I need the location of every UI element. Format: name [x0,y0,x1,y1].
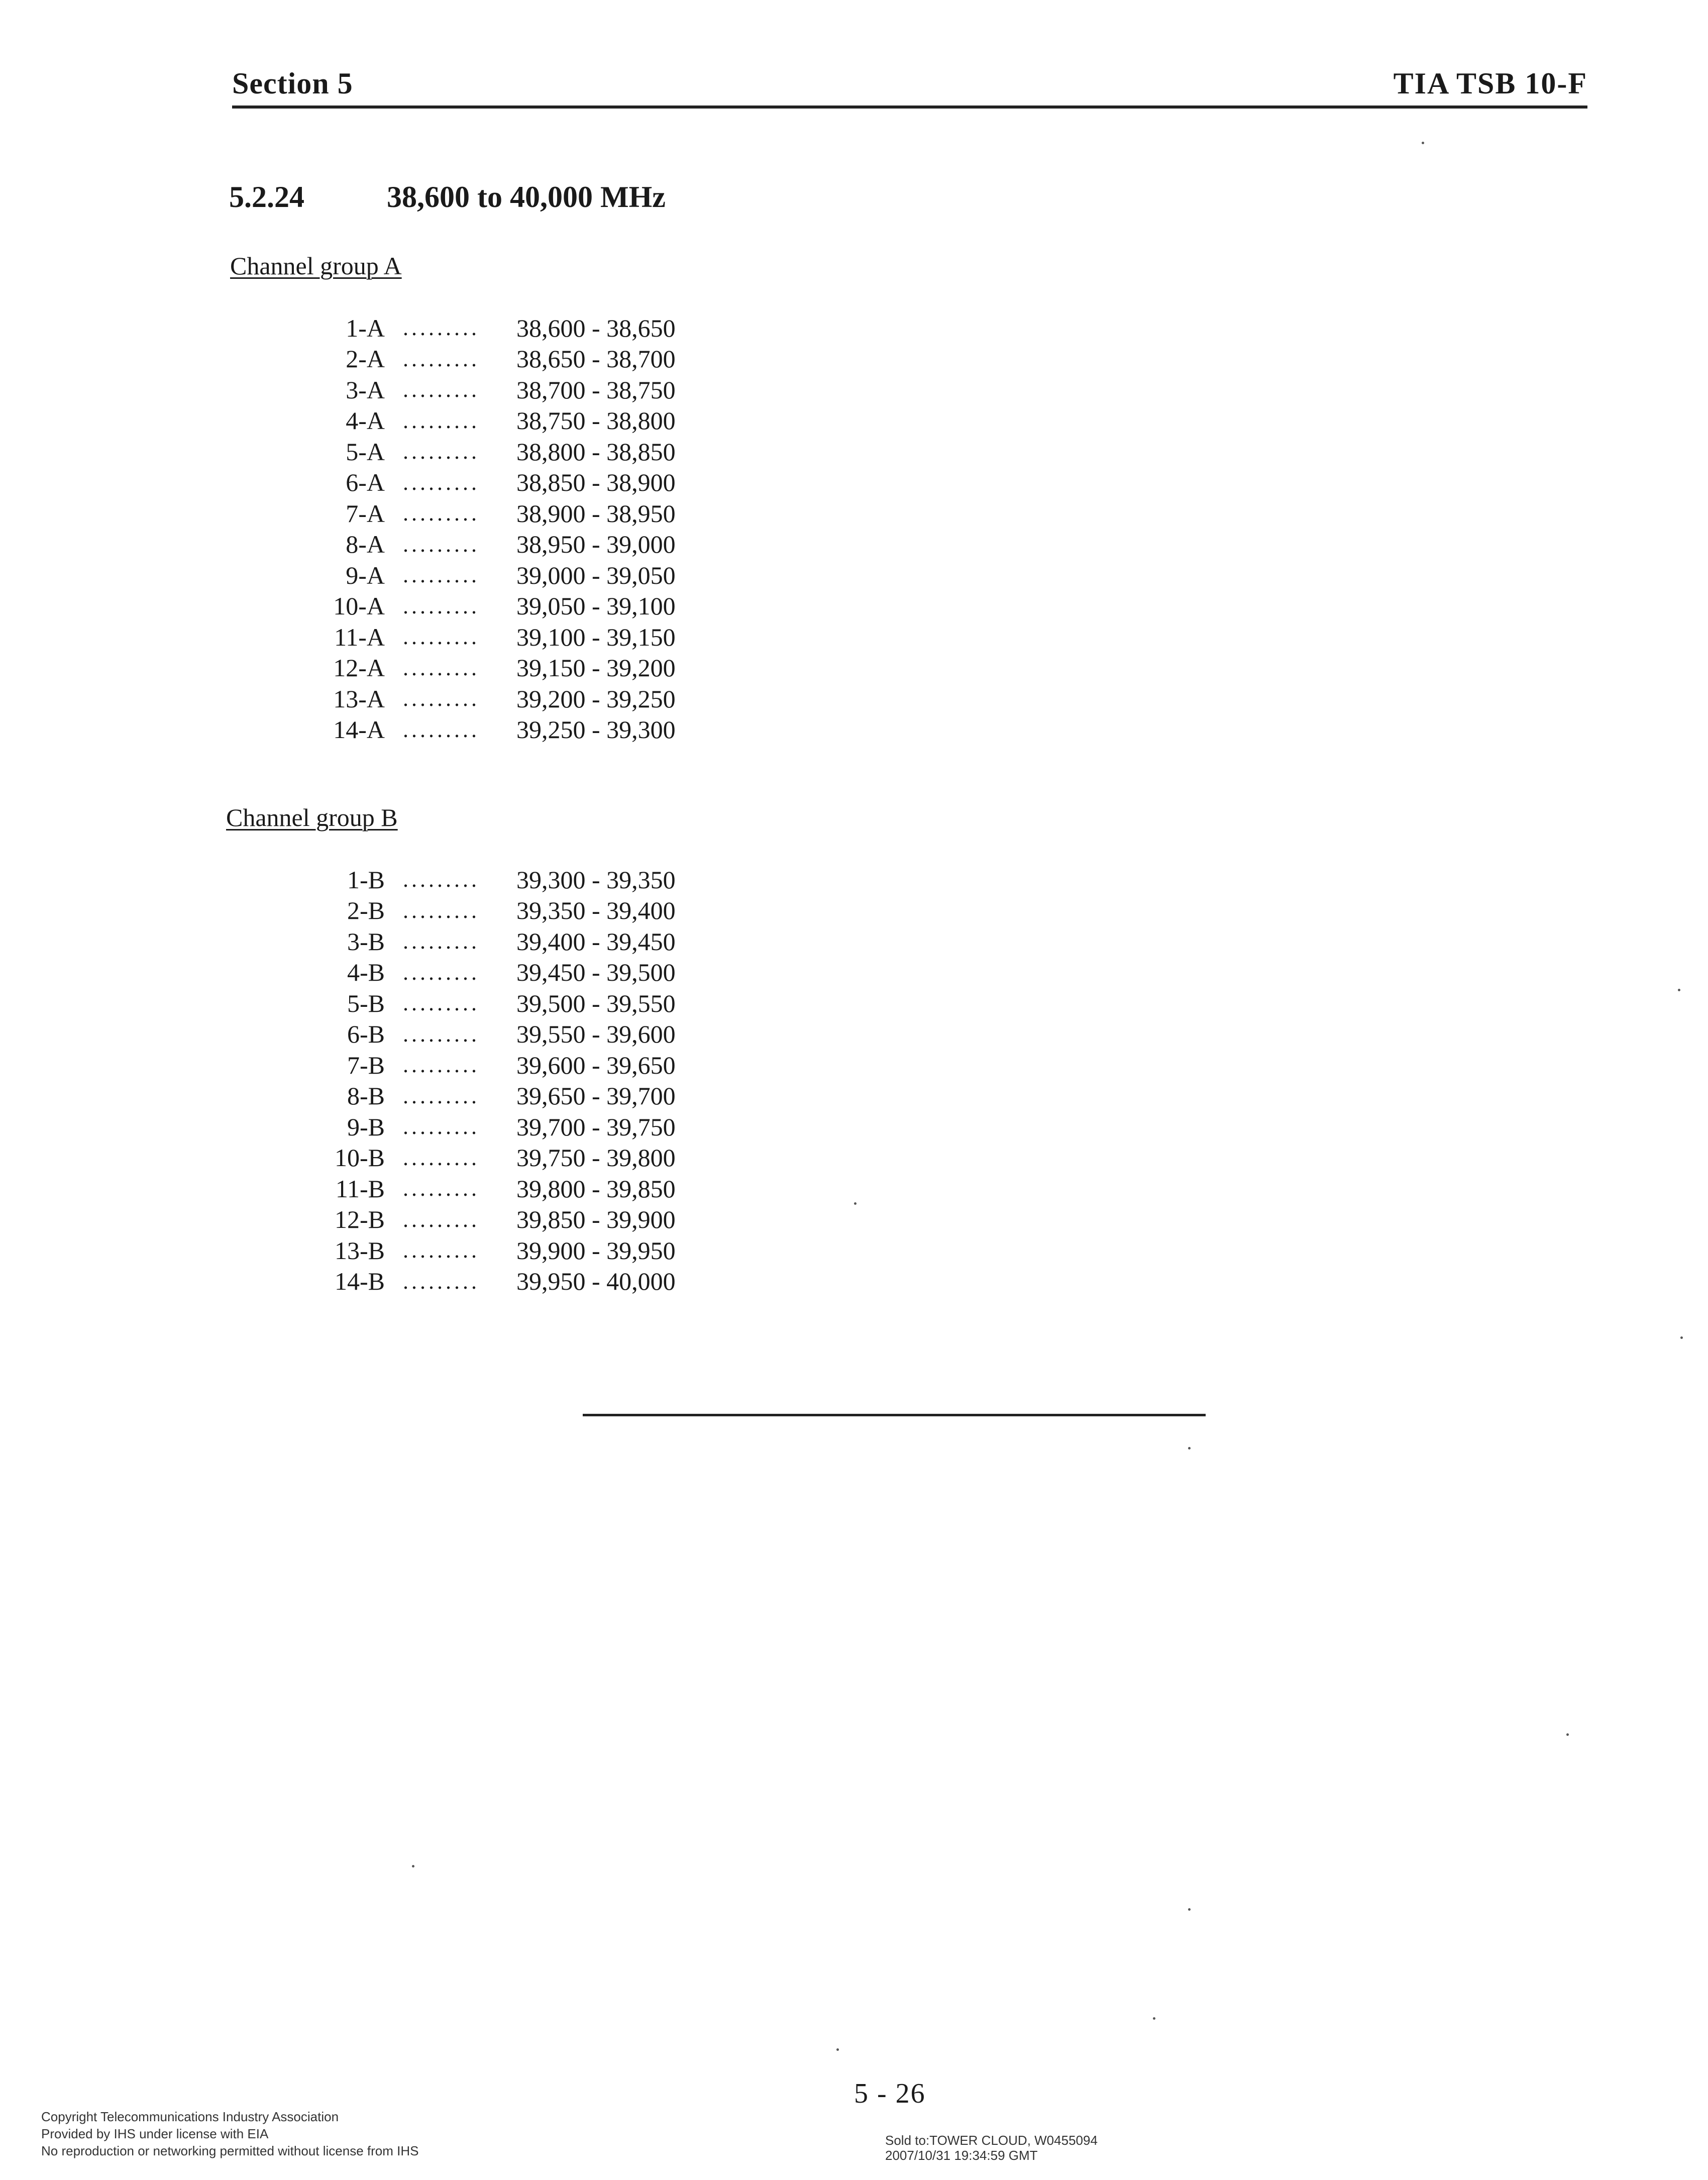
page-number: 5 - 26 [854,2078,926,2109]
copyright-footer [41,2108,418,2159]
frequency-range: 39,050 - 39,100 [516,592,676,620]
footer-line: Provided by IHS under license with EIA [41,2126,269,2141]
channel-id: 3-B [347,927,385,956]
scan-speck [1188,1908,1191,1911]
channel-row [281,653,713,684]
section-number: 5.2.24 [229,180,304,214]
dot-leader: ......... [403,717,480,742]
frequency-range: 38,750 - 38,800 [516,406,676,435]
channel-id: 2-B [347,896,385,925]
scan-speck [1678,989,1680,991]
channel-id: 3-A [346,375,385,404]
dot-leader: ......... [403,929,480,954]
frequency-range: 38,900 - 38,950 [516,499,676,528]
dot-leader: ......... [403,686,480,711]
dot-leader: ......... [403,439,480,464]
dot-leader: ......... [403,867,480,892]
channel-id: 11-B [335,1174,385,1203]
channel-row [281,1266,713,1297]
header-section: Section 5 [232,67,353,100]
dot-leader: ......... [403,377,480,402]
dot-leader: ......... [403,593,480,618]
frequency-range: 39,250 - 39,300 [516,715,676,744]
frequency-range: 39,500 - 39,550 [516,989,676,1017]
channel-row [281,1111,713,1143]
channel-row [281,344,713,375]
scan-speck [1680,1336,1683,1339]
channel-id: 6-A [346,468,385,497]
frequency-range: 39,400 - 39,450 [516,927,676,956]
channel-row [281,313,713,344]
scan-speck [1153,2017,1155,2020]
channel-group-b-list [281,864,713,1297]
scan-speck [1566,1733,1569,1736]
footer-line: Copyright Telecommunications Industry Association [41,2109,339,2124]
frequency-range: 39,150 - 39,200 [516,654,676,682]
dot-leader: ......... [403,1238,480,1263]
channel-row [281,1081,713,1112]
dot-leader: ......... [403,563,480,588]
dot-leader: ......... [403,991,480,1016]
channel-id: 9-A [346,561,385,589]
frequency-range: 39,750 - 39,800 [516,1144,676,1172]
channel-row [281,864,713,895]
channel-id: 4-B [347,958,385,987]
channel-row [281,436,713,467]
channel-row [281,591,713,622]
frequency-range: 38,950 - 39,000 [516,530,676,559]
footer-line: 2007/10/31 19:34:59 GMT [885,2148,1038,2163]
channel-id: 6-B [347,1020,385,1049]
channel-row [281,988,713,1019]
dot-leader: ......... [403,1145,480,1170]
frequency-range: 39,450 - 39,500 [516,958,676,987]
channel-row [281,529,713,560]
dot-leader: ......... [403,1053,480,1078]
channel-row [281,560,713,591]
channel-row [281,1050,713,1081]
end-of-section-rule [583,1414,1206,1416]
channel-id: 1-A [346,314,385,342]
channel-id: 8-B [347,1082,385,1110]
frequency-range: 39,550 - 39,600 [516,1020,676,1049]
channel-id: 14-A [333,715,385,744]
channel-id: 12-B [335,1205,385,1234]
channel-row [281,621,713,653]
dot-leader: ......... [403,1114,480,1139]
channel-id: 1-B [347,865,385,894]
frequency-range: 39,850 - 39,900 [516,1205,676,1234]
dot-leader: ......... [403,625,480,650]
channel-id: 10-B [335,1144,385,1172]
channel-id: 12-A [333,654,385,682]
channel-id: 9-B [347,1112,385,1141]
channel-row [281,957,713,988]
channel-group-b-label: Channel group B [226,803,398,832]
dot-leader: ......... [403,470,480,495]
channel-row [281,374,713,405]
frequency-range: 38,700 - 38,750 [516,375,676,404]
channel-id: 4-A [346,406,385,435]
dot-leader: ......... [403,501,480,526]
dot-leader: ......... [403,532,480,557]
channel-group-a-label: Channel group A [230,252,402,280]
channel-row [281,683,713,714]
channel-id: 11-A [334,622,385,651]
dot-leader: ......... [403,346,480,371]
frequency-range: 38,800 - 38,850 [516,437,676,466]
channel-row [281,1143,713,1174]
channel-row [281,1204,713,1235]
frequency-range: 39,950 - 40,000 [516,1267,676,1296]
channel-row [281,405,713,437]
frequency-range: 39,000 - 39,050 [516,561,676,589]
section-title: 38,600 to 40,000 MHz [387,180,666,214]
channel-row [281,895,713,926]
frequency-range: 38,650 - 38,700 [516,345,676,373]
channel-group-a-list [281,313,713,745]
sale-footer [885,2133,1098,2163]
channel-id: 13-B [335,1236,385,1265]
dot-leader: ......... [403,1021,480,1047]
frequency-range: 39,100 - 39,150 [516,622,676,651]
frequency-range: 39,650 - 39,700 [516,1082,676,1110]
scan-speck [1422,142,1424,144]
dot-leader: ......... [403,898,480,923]
footer-line: Sold to:TOWER CLOUD, W0455094 [885,2133,1098,2148]
dot-leader: ......... [403,960,480,985]
dot-leader: ......... [403,1176,480,1201]
channel-row [281,1235,713,1266]
channel-row [281,714,713,746]
dot-leader: ......... [403,1269,480,1294]
header-document-id: TIA TSB 10-F [1393,67,1587,100]
dot-leader: ......... [403,1083,480,1108]
frequency-range: 39,700 - 39,750 [516,1112,676,1141]
channel-id: 5-A [346,437,385,466]
channel-row [281,926,713,957]
channel-id: 5-B [347,989,385,1017]
channel-row [281,1019,713,1050]
frequency-range: 39,350 - 39,400 [516,896,676,925]
scan-speck [836,2048,839,2051]
scan-speck [1188,1447,1191,1449]
channel-row [281,498,713,529]
channel-id: 7-A [346,499,385,528]
channel-id: 13-A [333,684,385,713]
channel-row [281,467,713,498]
frequency-range: 39,600 - 39,650 [516,1051,676,1079]
frequency-range: 39,800 - 39,850 [516,1174,676,1203]
scan-speck [854,1202,857,1205]
frequency-range: 39,300 - 39,350 [516,865,676,894]
frequency-range: 38,850 - 38,900 [516,468,676,497]
frequency-range: 39,900 - 39,950 [516,1236,676,1265]
dot-leader: ......... [403,316,480,341]
dot-leader: ......... [403,1207,480,1232]
channel-row [281,1173,713,1204]
header-rule [232,106,1587,109]
dot-leader: ......... [403,408,480,433]
scan-speck [412,1865,414,1867]
frequency-range: 38,600 - 38,650 [516,314,676,342]
channel-id: 10-A [333,592,385,620]
channel-id: 2-A [346,345,385,373]
channel-id: 7-B [347,1051,385,1079]
dot-leader: ......... [403,655,480,680]
footer-line: No reproduction or networking permitted without license from IHS [41,2143,419,2158]
frequency-range: 39,200 - 39,250 [516,684,676,713]
channel-id: 14-B [335,1267,385,1296]
channel-id: 8-A [346,530,385,559]
